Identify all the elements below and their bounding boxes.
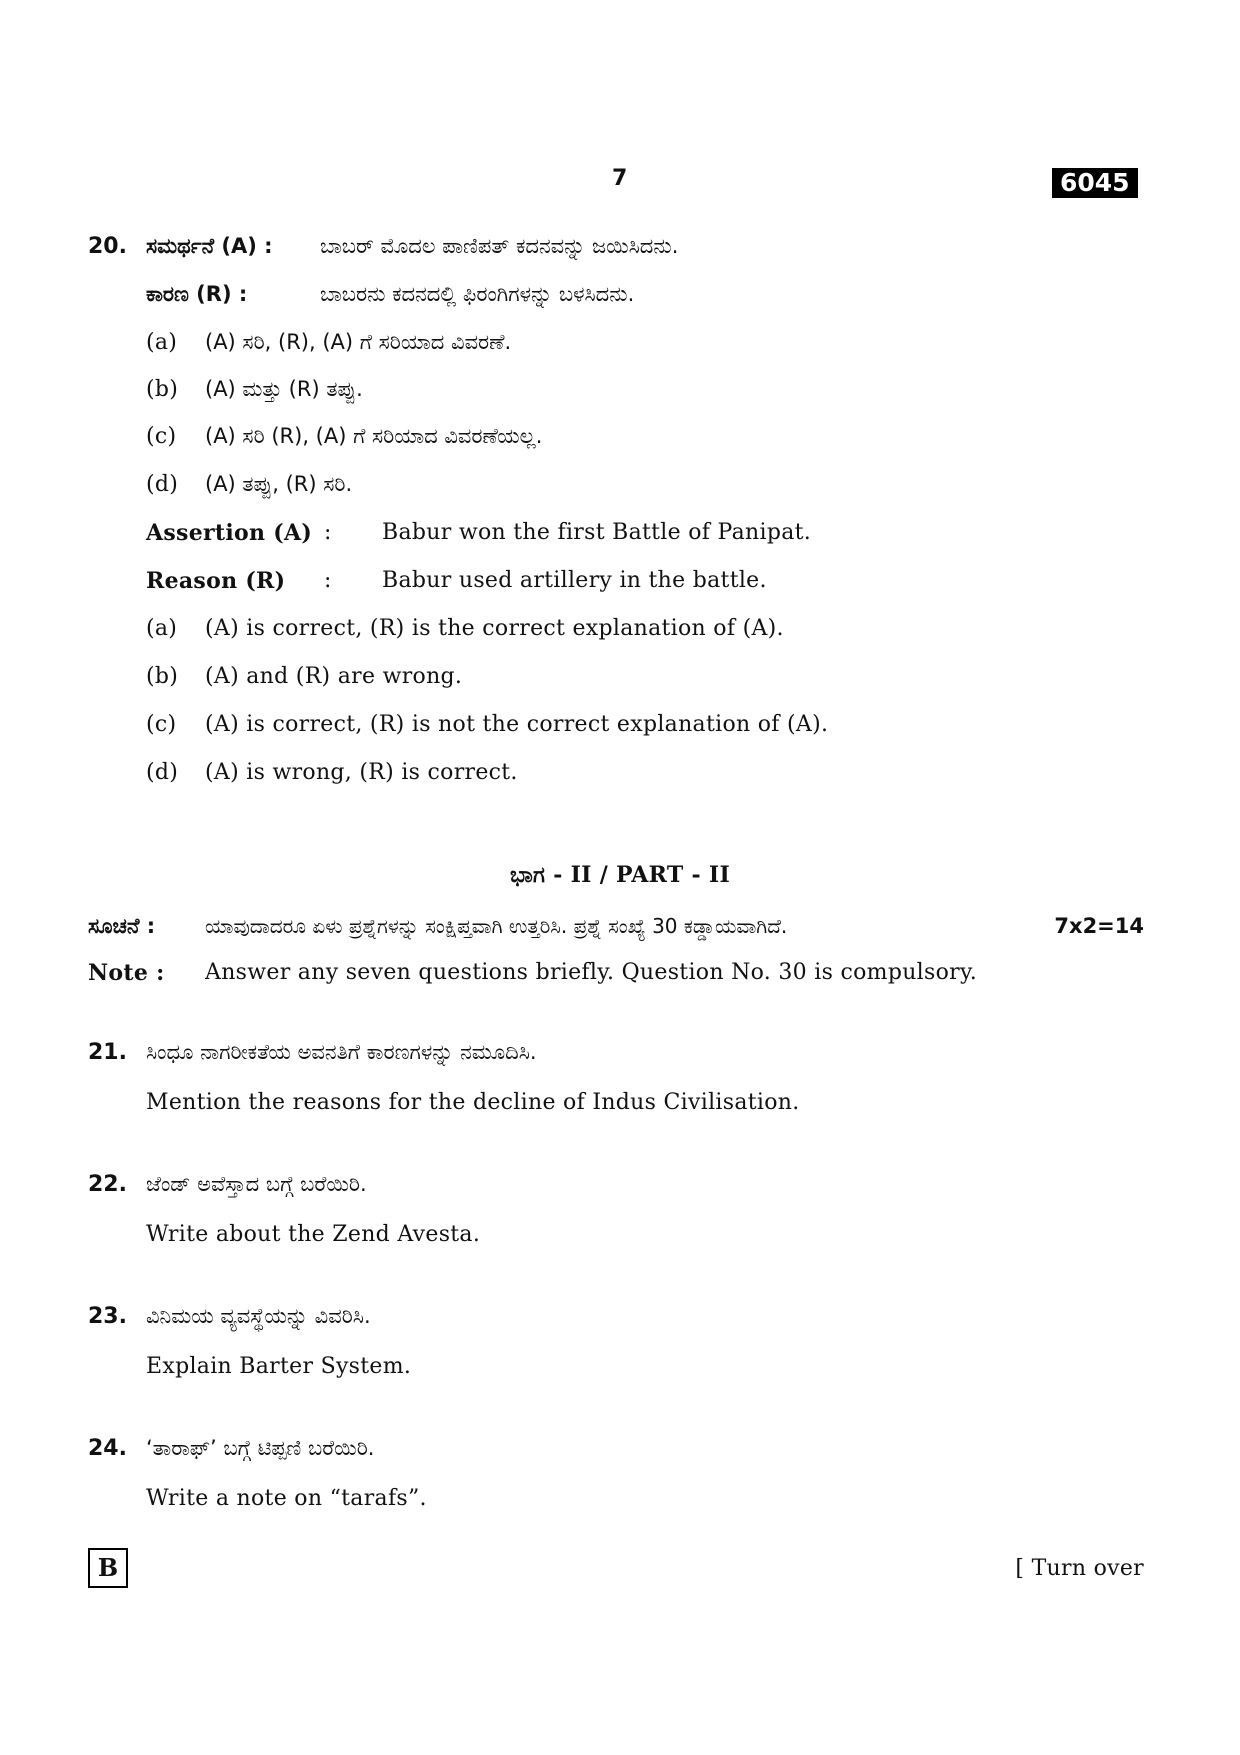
turn-over: [ Turn over (1015, 1556, 1144, 1581)
en-option-text: (A) and (R) are wrong. (205, 664, 463, 689)
question-23-kn: ವಿನಿಮಯ ವ್ಯವಸ್ಥೆಯನ್ನು ವಿವರಿಸಿ. (146, 1304, 371, 1328)
en-reason-colon: : (324, 568, 332, 593)
kn-option-text: (A) ಸರಿ (R), (A) ಗೆ ಸರಿಯಾದ ವಿವರಣೆಯಲ್ಲ. (205, 424, 543, 448)
kn-option-label: (a) (146, 330, 178, 355)
kn-option-label: (b) (146, 377, 179, 402)
question-21-en: Mention the reasons for the decline of Indus Civilisation. (146, 1090, 800, 1115)
kn-assertion-text: ಬಾಬರ್ ಮೊದಲ ಪಾಣಿಪತ್ ಕದನವನ್ನು ಜಯಿಸಿದನು. (320, 234, 679, 258)
question-22-en: Write about the Zend Avesta. (146, 1222, 481, 1247)
question-number-20: 20. (88, 234, 127, 259)
en-option-text: (A) is correct, (R) is the correct explanation of (A). (205, 616, 784, 641)
kn-reason-text: ಬಾಬರನು ಕದನದಲ್ಲಿ ಫಿರಂಗಿಗಳನ್ನು ಬಳಸಿದನು. (320, 282, 635, 306)
kn-option-label: (d) (146, 472, 179, 497)
en-assertion-colon: : (324, 520, 332, 545)
en-reason-label: Reason (R) (146, 568, 286, 594)
en-option-label: (d) (146, 760, 179, 785)
kn-option-text: (A) ಸರಿ, (R), (A) ಗೆ ಸರಿಯಾದ ವಿವರಣೆ. (205, 330, 512, 354)
question-number-24: 24. (88, 1436, 127, 1461)
en-option-label: (b) (146, 664, 179, 689)
en-option-text: (A) is wrong, (R) is correct. (205, 760, 518, 785)
question-number-22: 22. (88, 1172, 127, 1197)
question-number-23: 23. (88, 1304, 127, 1329)
en-assertion-label: Assertion (A) (146, 520, 313, 546)
question-24-kn: ‘ತಾರಾಫ್’ ಬಗ್ಗೆ ಟಿಪ್ಪಣಿ ಬರೆಯಿರಿ. (146, 1436, 375, 1460)
paper-code: 6045 (1052, 168, 1138, 198)
en-reason-text: Babur used artillery in the battle. (382, 568, 767, 593)
en-option-label: (a) (146, 616, 178, 641)
kn-note-text: ಯಾವುದಾದರೂ ಏಳು ಪ್ರಶ್ನೆಗಳನ್ನು ಸಂಕ್ಷಿಪ್ತವಾಗಿ ಉತ್ತರಿಸಿ. ಪ್ರಶ್ನೆ ಸಂಖ್ಯೆ 30 ಕಡ್ಡಾಯವಾಗಿದೆ. (205, 914, 788, 938)
question-22-kn: ಜೆಂಡ್ ಅವೆಸ್ತಾದ ಬಗ್ಗೆ ಬರೆಯಿರಿ. (146, 1172, 367, 1196)
kn-option-text: (A) ತಪ್ಪು, (R) ಸರಿ. (205, 472, 353, 496)
en-note-text: Answer any seven questions briefly. Question No. 30 is compulsory. (205, 960, 978, 985)
kn-option-label: (c) (146, 424, 177, 449)
question-number-21: 21. (88, 1040, 127, 1065)
kn-reason-label: ಕಾರಣ (R) : (146, 282, 248, 306)
marks: 7x2=14 (1054, 914, 1144, 938)
en-note-label: Note : (88, 960, 165, 986)
question-24-en: Write a note on “tarafs”. (146, 1486, 427, 1511)
part-heading: ಭಾಗ - II / PART - II (509, 862, 731, 888)
page-number: 7 (612, 166, 628, 191)
question-23-en: Explain Barter System. (146, 1354, 412, 1379)
kn-assertion-label: ಸಮರ್ಥನೆ (A) : (146, 234, 273, 258)
question-21-kn: ಸಿಂಧೂ ನಾಗರೀಕತೆಯ ಅವನತಿಗೆ ಕಾರಣಗಳನ್ನು ನಮೂದಿಸಿ. (146, 1040, 537, 1064)
series-box: B (88, 1548, 128, 1588)
en-option-label: (c) (146, 712, 177, 737)
kn-option-text: (A) ಮತ್ತು (R) ತಪ್ಪು. (205, 377, 363, 401)
en-assertion-text: Babur won the first Battle of Panipat. (382, 520, 812, 545)
en-option-text: (A) is correct, (R) is not the correct explanation of (A). (205, 712, 829, 737)
kn-note-label: ಸೂಚನೆ : (88, 914, 156, 938)
